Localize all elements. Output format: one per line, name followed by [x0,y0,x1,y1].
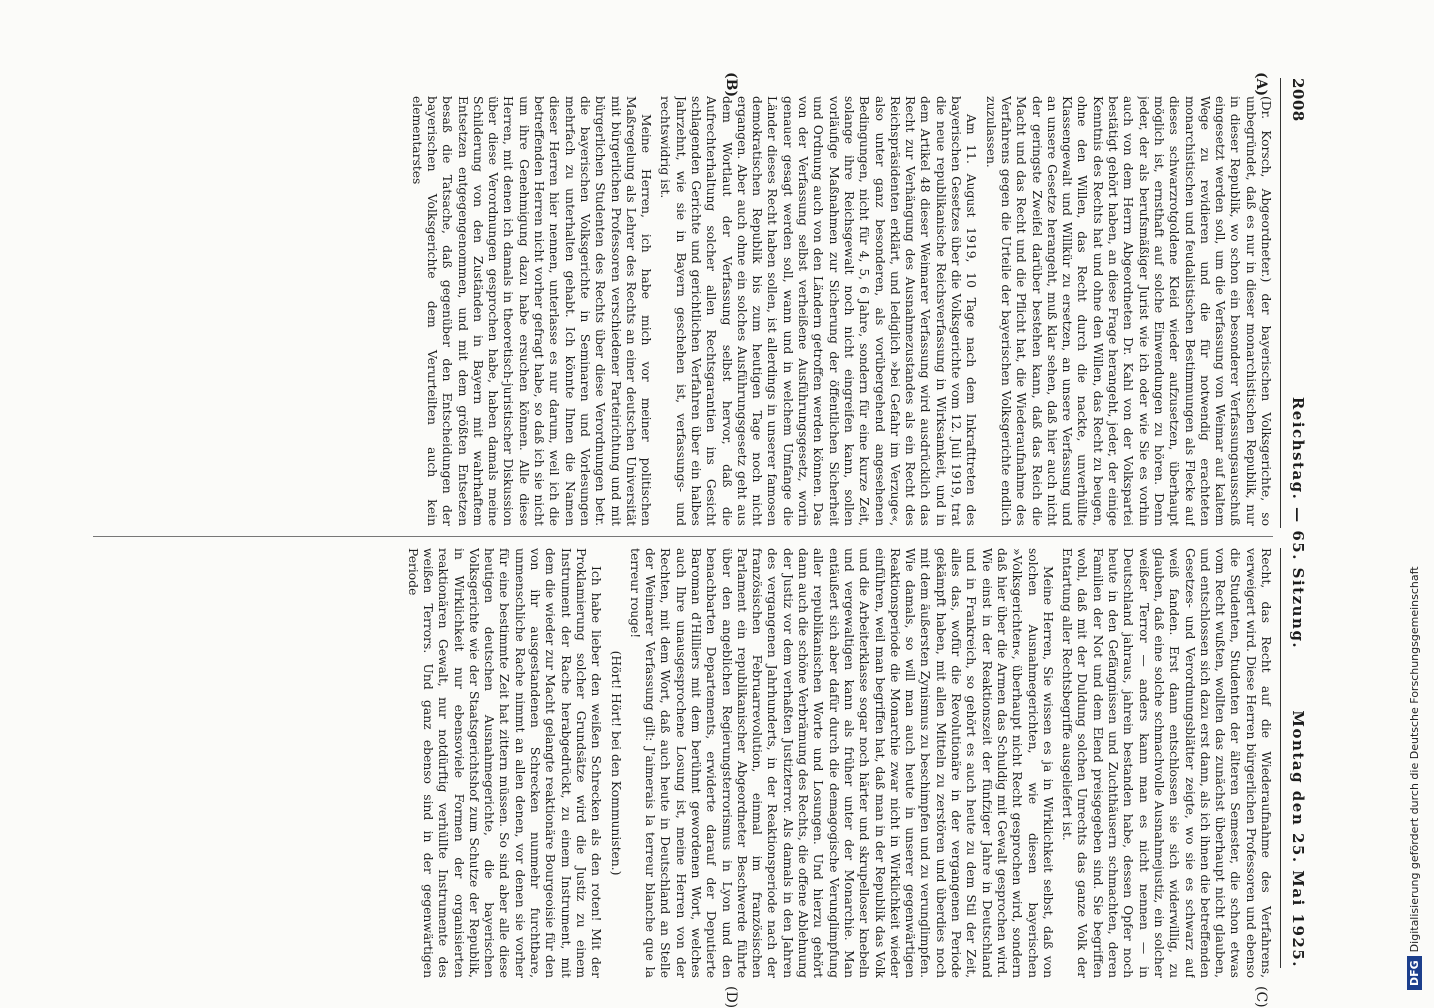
header-rule-left [1280,78,1281,528]
paragraph: Meine Herren, ich habe mich vor meiner politischen Maßregelung als Lehrer des Rechts an einer deutschen Universität mit bürgerlichen Professoren verschiedener Parteirichtung und mit bürgerlichen Studenten des Rechts über diese Verordnungen betr. die bayerischen Volksgerichte in Seminaren und Vorlesungen mehrfach zu unterhalten gehabt. Ich könnte Ihnen die Namen dieser Herren hier nennen, unterlasse es nur darum, weil ich die betreffenden Herren nicht vorher gefragt habe, so daß ich sie nicht um ihre Genehmigung dazu habe ersuchen können. Alle diese Herren, mit denen ich damals in theoretisch-juristischer Diskussion über diese Verordnungen gesprochen habe, haben damals meine Schilderung von den Zuständen in Bayern mit wahrhaftem Entsetzen entgegengenommen, und mit dem größten Entsetzen besaß die Tatsache, daß gegenüber den Entscheidungen der bayerischen Volksgerichte dem Verurteilten auch kein elementarstes [409,96,654,526]
interjection: (Hört! Hört! bei den Kommunisten.) [608,650,623,876]
text-column-left [93,96,1273,526]
header-rule-right [1280,548,1281,968]
margin-marker-c: (C) [1253,986,1269,1008]
paragraph: Recht, das Recht auf die Wiederaufnahme des Verfahrens, verweigert wird. Diese Herren bürgerlichen Professoren und ebenso die Studenten, Studenten der älteren Semester, die schon etwas vom Recht wußten, wollten das zunächst überhaupt nicht glauben, und entschlossen sich dazu erst dann, als ich ihnen die betreffenden Gesetzes- und Verordnungsblätter zeigte, wo sie es schwarz auf weiß fanden. Erst dann entschlossen sie sich widerwillig, zu glauben, daß eine solche schmachvolle Ausnahmejustiz, ein solcher weißer Terror — anders kann man es nicht nennen — in Deutschland jahraus, jahrein bestanden habe, dessen Opfer noch heute in den Gefängnissen und Zuchthäusern schmachten, deren Familien der Not und dem Elend preisgegeben sind. Sie begriffen wohl, daß mit der Duldung solchen Unrechts das ganze Volk der Entartung aller Rechtsbegriffe ausgeliefert ist. [1060,548,1273,978]
page-number: 2008 [1289,78,1307,122]
margin-marker-b: (B) [723,72,739,98]
column-divider [93,536,1273,537]
paragraph: Am 11. August 1919, 10 Tage nach dem Inkrafttreten des bayerischen Gesetzes über die Volksgerichte vom 12. Juli 1919, trat die neue republikanische Reichsverfassung in Wirksamkeit, und in dem Artikel 48 dieser Weimarer Verfassung wird ausdrücklich das Recht zur Verhängung des Ausnahmezustandes als ein Recht des Reichspräsidenten erklärt, und lediglich »bei Gefahr im Verzuge«, also unter ganz besonderen, als vorübergehend angesehenen Bedingungen, nicht für 4, 5, 6 Jahre, sondern für eine kurze Zeit, solange ihre Reichsgewalt noch nicht eingreifen kann, sollen vorläufige Maßnahmen zur Sicherung der öffentlichen Sicherheit und Ordnung auch von den Ländern getroffen werden können. Das von der Verfassung selbst verheißene Ausführungsgesetz, worin genauer gesagt werden soll, wann und in welchem Umfange die Länder dieses Recht haben sollen, ist allerdings in unserer famosen demokratischen Republik bis zum heutigen Tage noch nicht ergangen. Aber auch ohne ein solches Ausführungsgesetz geht aus dem Wortlaut der Verfassung selbst hervor, daß die Aufrechterhaltung solcher allen Rechtsgarantien ins Gesicht schlagenden Gerichte und gerichtlichen Verfahren über ein halbes Jahrzehnt, wie sie in Bayern geschehen ist, verfassungs- und rechtswidrig ist. [658,96,979,526]
header-title: Reichstag. — 65. Sitzung. [1289,396,1307,650]
page-header [1283,78,1307,968]
paragraph: Ich habe lieber den weißen Schrecken als den roten! Mit der Proklamierung solcher Grundsätze wird die Justiz zu einem Instrument der Rache herabgedrückt, zu einem Instrument, mit dem die wieder zur Macht gelangte reaktionäre Bourgeoisie für den von ihr ausgestandenen Schrecken nunmehr furchtbare, unmenschliche Rache nimmt an allen denen, vor denen sie vorher für eine bestimmte Zeit hat zittern müssen. So sind aber alle diese heutigen deutschen Ausnahmegerichte, die bayerischen Volksgerichte wie der Staatsgerichtshof zum Schutze der Republik, in Wirklichkeit nur ebensoviele Formen der organisierten reaktionären Gewalt, nur notdürftig verhüllte Instrumente des weißen Terrors. Und ganz ebenso sind in der gegenwärtigen Periode [405,548,604,978]
header-date: Montag den 25. Mai 1925. [1289,710,1307,968]
paragraph: (Dr. Korsch, Abgeordneter.) der bayerischen Volksgerichte, so unbegründet, daß es nur in dieser monarchistischen Republik, nur in dieser Republik, wo schon ein besonderer Verfassungsausschuß eingesetzt werden soll, um die Verfassung von Weimar auf kaltem Wege zu revidieren und die für notwendig erachteten monarchistischen und feudalistischen Bestimmungen als Flecke auf dieses schwarzrotgoldene Kleid wieder aufzusetzen, überhaupt möglich ist, ernsthaft auf solche Einwendungen zu hören. Denn jeder, der als berufsmäßiger Jurist wie ich oder wie Sie es vorhin auch von dem Herrn Abgeordneten Dr. Kahl von der Volkspartei bestätigt gehört haben, an diese Frage herangeht, jeder, der einige Kenntnis des Rechts hat und ohne den Willen, das Recht zu beugen, ohne den Willen, das Recht durch die nackte, unverhüllte Klassengewalt und Willkür zu ersetzen, an unsere Verfassung und an unsere Gesetze herangeht, muß klar sehen, daß hier auch nicht der geringste Zweifel darüber bestehen kann, daß das Reich die Macht und das Recht und die Pflicht hat, die Wiederaufnahme des Verfahrens gegen die Urteile der bayerischen Volksgerichte endlich zuzulassen. [983,96,1273,526]
text-column-right [93,548,1273,978]
paragraph: Meine Herren, Sie wissen es ja in Wirklichkeit selbst, daß von solchen Ausnahmegerichten, wie diesen bayerischen »Volksgerichten«, überhaupt nicht Recht gesprochen wird, sondern daß hier über die Armen das Schuldig mit Gewalt gesprochen wird. Wie einst in der Reaktionszeit der fünfziger Jahre in Deutschland und in Frankreich, so gehört es auch heute zu dem Stil der Zeit, alles das, wofür die Revolutionäre in der vergangenen Periode gekämpft haben, mit allen Mitteln zu zerstören und überdies noch mit dem äußersten Zynismus zu beschimpfen und zu verunglimpfen. Wie damals, so will man auch heute in unserer gegenwärtigen Reaktionsperiode die Monarchie zwar nicht in Wirklichkeit wieder einführen, weil man begriffen hat, daß man in der Republik das Volk und die Arbeiterklasse sogar noch härter und skrupelloser knebeln und vergewaltigen kann als früher unter der Monarchie. Man entäußert sich aber dafür durch die demagogische Verunglimpfung aller republikanischen Worte und Losungen. Und hierzu gehört dann auch die schöne Verbrämung des Rechts, die offene Ablehnung der Justiz vor dem verhaßten Justizterror. Als damals in den Jahren des vergangenen Jahrhunderts, in der Reaktionsperiode nach der französischen Februarrevolution, einmal im französischen Parlament ein republikanischer Abgeordneter Beschwerde führte über den angeblichen Regierungsterrorismus in Lyon und den benachbarten Departements, erwiderte darauf der Deputierte Baroman d'Hilliers mit dem berühmt gewordenen Wort, welches auch Ihre unausgesprochene Losung ist, meine Herren von der Rechten, mit dem Wort, daß auch heute in Deutschland an Stelle der Weimarer Verfassung gilt: J'aimerais la terreur blanche que la terreur rouge! [627,548,1055,978]
funding-note [1407,566,1422,990]
margin-marker-a: (A) [1253,72,1269,97]
funding-text: Digitalisierung gefördert durch die Deutsche Forschungsgemeinschaft [1408,566,1421,953]
rotated-document-page [17,0,1317,1008]
dfg-logo: DFG [1407,956,1422,990]
margin-marker-d: (D) [723,986,739,1008]
